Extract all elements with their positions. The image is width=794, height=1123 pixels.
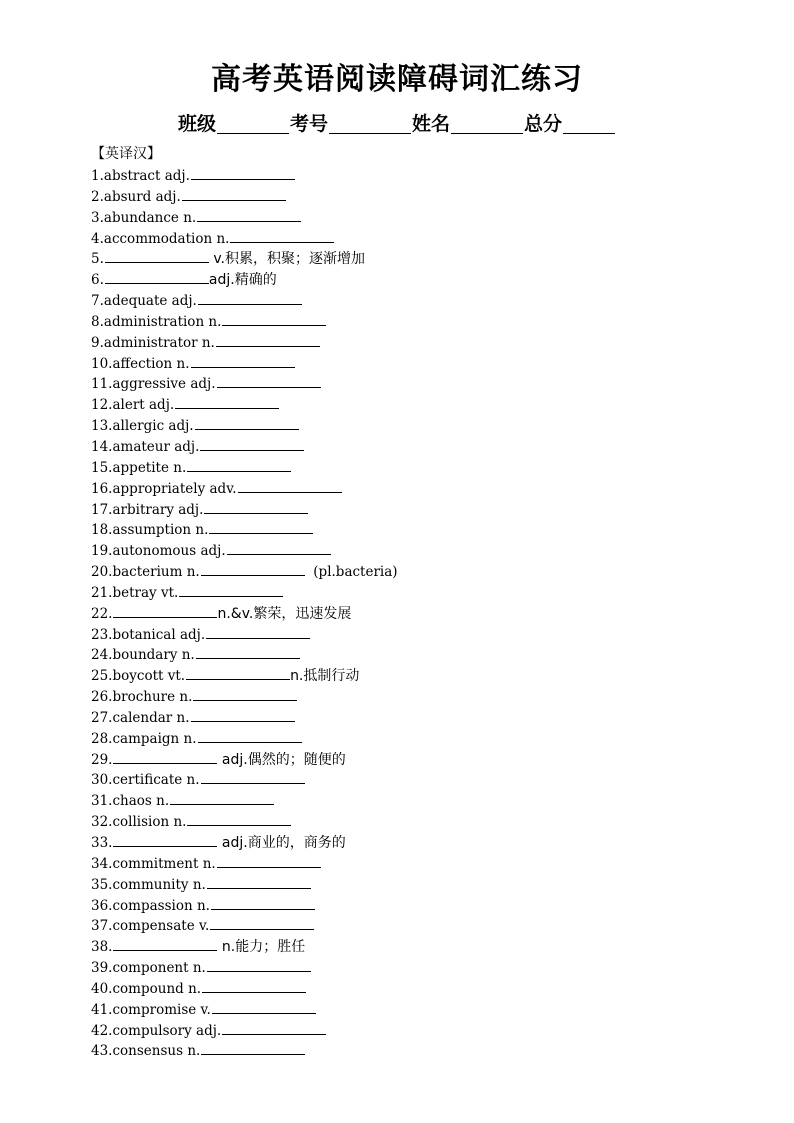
item-hint: n.能力；胜任 bbox=[217, 939, 306, 956]
item-number: 11. bbox=[91, 376, 113, 393]
item-word: appropriately adv. bbox=[112, 480, 237, 497]
answer-blank[interactable] bbox=[202, 978, 306, 993]
item-number: 7. bbox=[91, 293, 104, 310]
answer-blank[interactable] bbox=[196, 644, 300, 659]
item-number: 18. bbox=[91, 522, 113, 539]
name-label: 姓名 bbox=[412, 113, 451, 135]
item-number: 9. bbox=[91, 334, 104, 351]
item-number: 39. bbox=[91, 960, 113, 977]
item-word: compound n. bbox=[112, 980, 202, 997]
item-number: 24. bbox=[91, 647, 113, 664]
item-number: 4. bbox=[91, 230, 104, 247]
vocab-item bbox=[91, 519, 711, 540]
vocab-item bbox=[91, 644, 711, 665]
item-word: brochure n. bbox=[112, 689, 193, 706]
item-number: 27. bbox=[91, 709, 113, 726]
item-number: 31. bbox=[91, 793, 113, 810]
item-number: 42. bbox=[91, 1022, 113, 1039]
answer-blank[interactable] bbox=[227, 540, 331, 555]
item-hint: v.积累，积聚；逐渐增加 bbox=[208, 251, 365, 268]
vocab-item bbox=[91, 394, 711, 415]
vocab-item bbox=[91, 207, 711, 228]
answer-blank[interactable] bbox=[207, 957, 311, 972]
item-word: compensate v. bbox=[112, 918, 210, 935]
item-hint: adj.精确的 bbox=[208, 272, 277, 289]
vocab-item bbox=[91, 311, 711, 332]
answer-blank[interactable] bbox=[105, 269, 209, 284]
vocab-item bbox=[91, 957, 711, 978]
answer-blank[interactable] bbox=[212, 999, 316, 1014]
item-word: accommodation n. bbox=[103, 230, 230, 247]
item-number: 6. bbox=[91, 272, 104, 289]
item-number: 5. bbox=[91, 251, 104, 268]
item-number: 2. bbox=[91, 188, 104, 205]
vocab-item bbox=[91, 457, 711, 478]
vocab-item bbox=[91, 978, 711, 999]
item-number: 17. bbox=[91, 501, 113, 518]
item-word: appetite n. bbox=[112, 459, 187, 476]
vocab-item bbox=[91, 540, 711, 561]
item-word: compromise v. bbox=[112, 1001, 211, 1018]
item-number: 22. bbox=[91, 605, 113, 622]
vocab-item bbox=[91, 749, 711, 770]
vocab-item bbox=[91, 186, 711, 207]
item-number: 12. bbox=[91, 397, 113, 414]
vocab-item bbox=[91, 603, 711, 624]
item-number: 3. bbox=[91, 209, 104, 226]
item-number: 38. bbox=[91, 939, 113, 956]
worksheet-title: 高考英语阅读障碍词汇练习 bbox=[211, 62, 583, 97]
vocab-item bbox=[91, 332, 711, 353]
vocab-item bbox=[91, 269, 711, 290]
item-word: autonomous adj. bbox=[112, 543, 226, 560]
answer-blank[interactable] bbox=[191, 165, 295, 180]
vocab-item bbox=[91, 665, 711, 686]
vocab-item bbox=[91, 811, 711, 832]
item-word: allergic adj. bbox=[112, 418, 194, 435]
vocab-item bbox=[91, 436, 711, 457]
item-hint: adj.偶然的；随便的 bbox=[217, 751, 346, 768]
vocab-item bbox=[91, 248, 711, 269]
item-hint: n.&v.繁荣，迅速发展 bbox=[217, 605, 352, 622]
vocab-item bbox=[91, 353, 711, 374]
vocab-item bbox=[91, 707, 711, 728]
item-word: certificate n. bbox=[112, 772, 200, 789]
vocab-item bbox=[91, 165, 711, 186]
answer-blank[interactable] bbox=[222, 1020, 326, 1035]
answer-blank[interactable] bbox=[179, 582, 283, 597]
answer-blank[interactable] bbox=[191, 353, 295, 368]
vocab-item bbox=[91, 478, 711, 499]
item-number: 14. bbox=[91, 438, 113, 455]
item-word: alert adj. bbox=[112, 397, 175, 414]
vocab-item bbox=[91, 624, 711, 645]
class-label: 班级 bbox=[177, 113, 216, 135]
vocab-item bbox=[91, 1040, 711, 1061]
answer-blank[interactable] bbox=[204, 499, 308, 514]
answer-blank[interactable] bbox=[222, 311, 326, 326]
answer-blank[interactable] bbox=[186, 665, 290, 680]
answer-blank[interactable] bbox=[187, 811, 291, 826]
answer-blank[interactable] bbox=[206, 624, 310, 639]
vocab-item bbox=[91, 228, 711, 249]
vocab-item bbox=[91, 686, 711, 707]
item-number: 34. bbox=[91, 855, 113, 872]
item-number: 41. bbox=[91, 1001, 113, 1018]
answer-blank[interactable] bbox=[201, 1040, 305, 1055]
class-blank[interactable] bbox=[217, 113, 289, 134]
item-hint: n.抵制行动 bbox=[290, 668, 360, 685]
item-number: 8. bbox=[91, 313, 104, 330]
item-hint: adj.商业的，商务的 bbox=[217, 835, 346, 851]
vocab-item bbox=[91, 790, 711, 811]
item-number: 28. bbox=[91, 730, 113, 747]
vocab-item bbox=[91, 895, 711, 916]
answer-blank[interactable] bbox=[187, 457, 291, 472]
section-label: 【英译汉】 bbox=[91, 146, 161, 162]
answer-blank[interactable] bbox=[216, 332, 320, 347]
item-word: adequate adj. bbox=[103, 293, 197, 310]
vocab-item bbox=[91, 728, 711, 749]
item-word: abundance n. bbox=[103, 209, 197, 226]
item-number: 26. bbox=[91, 689, 113, 706]
answer-blank[interactable] bbox=[211, 895, 315, 910]
item-number: 30. bbox=[91, 772, 113, 789]
vocab-item bbox=[91, 853, 711, 874]
vocab-item bbox=[91, 1020, 711, 1041]
item-word: consensus n. bbox=[112, 1043, 201, 1060]
answer-blank[interactable] bbox=[209, 519, 313, 534]
answer-blank[interactable] bbox=[170, 790, 274, 805]
exam-number-blank[interactable] bbox=[329, 113, 411, 134]
item-word: botanical adj. bbox=[112, 626, 206, 643]
item-word: abstract adj. bbox=[103, 168, 190, 184]
item-number: 43. bbox=[91, 1043, 113, 1060]
item-number: 40. bbox=[91, 980, 113, 997]
answer-blank[interactable] bbox=[207, 874, 311, 889]
answer-blank[interactable] bbox=[113, 936, 217, 951]
item-number: 10. bbox=[91, 355, 113, 372]
vocab-item bbox=[91, 373, 711, 394]
item-word: administrator n. bbox=[103, 334, 215, 351]
item-word: aggressive adj. bbox=[112, 376, 216, 393]
item-number: 23. bbox=[91, 626, 113, 643]
answer-blank[interactable] bbox=[217, 853, 321, 868]
vocab-item bbox=[91, 415, 711, 436]
item-word: compassion n. bbox=[112, 897, 210, 914]
item-number: 20. bbox=[91, 564, 113, 581]
answer-blank[interactable] bbox=[191, 707, 295, 722]
item-word: chaos n. bbox=[112, 793, 170, 810]
vocabulary-list bbox=[91, 165, 711, 1061]
vocab-item bbox=[91, 561, 711, 582]
item-number: 29. bbox=[91, 751, 113, 768]
answer-blank[interactable] bbox=[217, 373, 321, 388]
item-word: administration n. bbox=[103, 313, 222, 330]
answer-blank[interactable] bbox=[238, 478, 342, 493]
item-number: 32. bbox=[91, 814, 113, 831]
score-label: 总分 bbox=[524, 113, 563, 135]
item-number: 1. bbox=[91, 168, 104, 184]
vocab-item bbox=[91, 290, 711, 311]
item-number: 35. bbox=[91, 876, 113, 893]
answer-blank[interactable] bbox=[113, 832, 217, 847]
item-word: component n. bbox=[112, 960, 206, 977]
item-number: 19. bbox=[91, 543, 113, 560]
answer-blank[interactable] bbox=[105, 248, 209, 263]
item-word: calendar n. bbox=[112, 709, 190, 726]
item-word: collision n. bbox=[112, 814, 187, 831]
name-blank[interactable] bbox=[451, 113, 523, 134]
item-hint: (pl.bacteria) bbox=[304, 564, 398, 581]
item-word: boundary n. bbox=[112, 647, 195, 664]
vocab-item bbox=[91, 999, 711, 1020]
item-word: community n. bbox=[112, 876, 206, 893]
item-number: 33. bbox=[91, 835, 113, 851]
answer-blank[interactable] bbox=[182, 186, 286, 201]
answer-blank[interactable] bbox=[113, 603, 217, 618]
item-word: absurd adj. bbox=[103, 188, 181, 205]
vocab-item bbox=[91, 874, 711, 895]
answer-blank[interactable] bbox=[201, 561, 305, 576]
item-number: 15. bbox=[91, 459, 113, 476]
vocab-item bbox=[91, 582, 711, 603]
item-word: compulsory adj. bbox=[112, 1022, 222, 1039]
item-word: amateur adj. bbox=[112, 438, 200, 455]
vocab-item bbox=[91, 499, 711, 520]
answer-blank[interactable] bbox=[230, 228, 334, 243]
item-number: 37. bbox=[91, 918, 113, 935]
answer-blank[interactable] bbox=[175, 394, 279, 409]
item-word: campaign n. bbox=[112, 730, 197, 747]
answer-blank[interactable] bbox=[198, 728, 302, 743]
item-number: 25. bbox=[91, 668, 113, 685]
item-word: betray vt. bbox=[112, 584, 179, 601]
item-word: commitment n. bbox=[112, 855, 216, 872]
vocab-item bbox=[91, 936, 711, 957]
answer-blank[interactable] bbox=[198, 290, 302, 305]
item-word: bacterium n. bbox=[112, 564, 200, 581]
item-word: assumption n. bbox=[112, 522, 209, 539]
answer-blank[interactable] bbox=[113, 749, 217, 764]
answer-blank[interactable] bbox=[200, 436, 304, 451]
item-word: affection n. bbox=[112, 355, 190, 372]
vocab-item bbox=[91, 832, 711, 853]
answer-blank[interactable] bbox=[197, 207, 301, 222]
exam-number-label: 考号 bbox=[289, 113, 328, 135]
score-blank[interactable] bbox=[563, 113, 615, 134]
item-number: 16. bbox=[91, 480, 113, 497]
answer-blank[interactable] bbox=[195, 415, 299, 430]
item-word: boycott vt. bbox=[112, 668, 186, 685]
item-word: arbitrary adj. bbox=[112, 501, 204, 518]
item-number: 36. bbox=[91, 897, 113, 914]
answer-blank[interactable] bbox=[210, 915, 314, 930]
student-info-line bbox=[0, 110, 794, 138]
item-number: 13. bbox=[91, 418, 113, 435]
vocab-item bbox=[91, 915, 711, 936]
vocab-item bbox=[91, 769, 711, 790]
answer-blank[interactable] bbox=[201, 769, 305, 784]
item-number: 21. bbox=[91, 584, 113, 601]
answer-blank[interactable] bbox=[193, 686, 297, 701]
